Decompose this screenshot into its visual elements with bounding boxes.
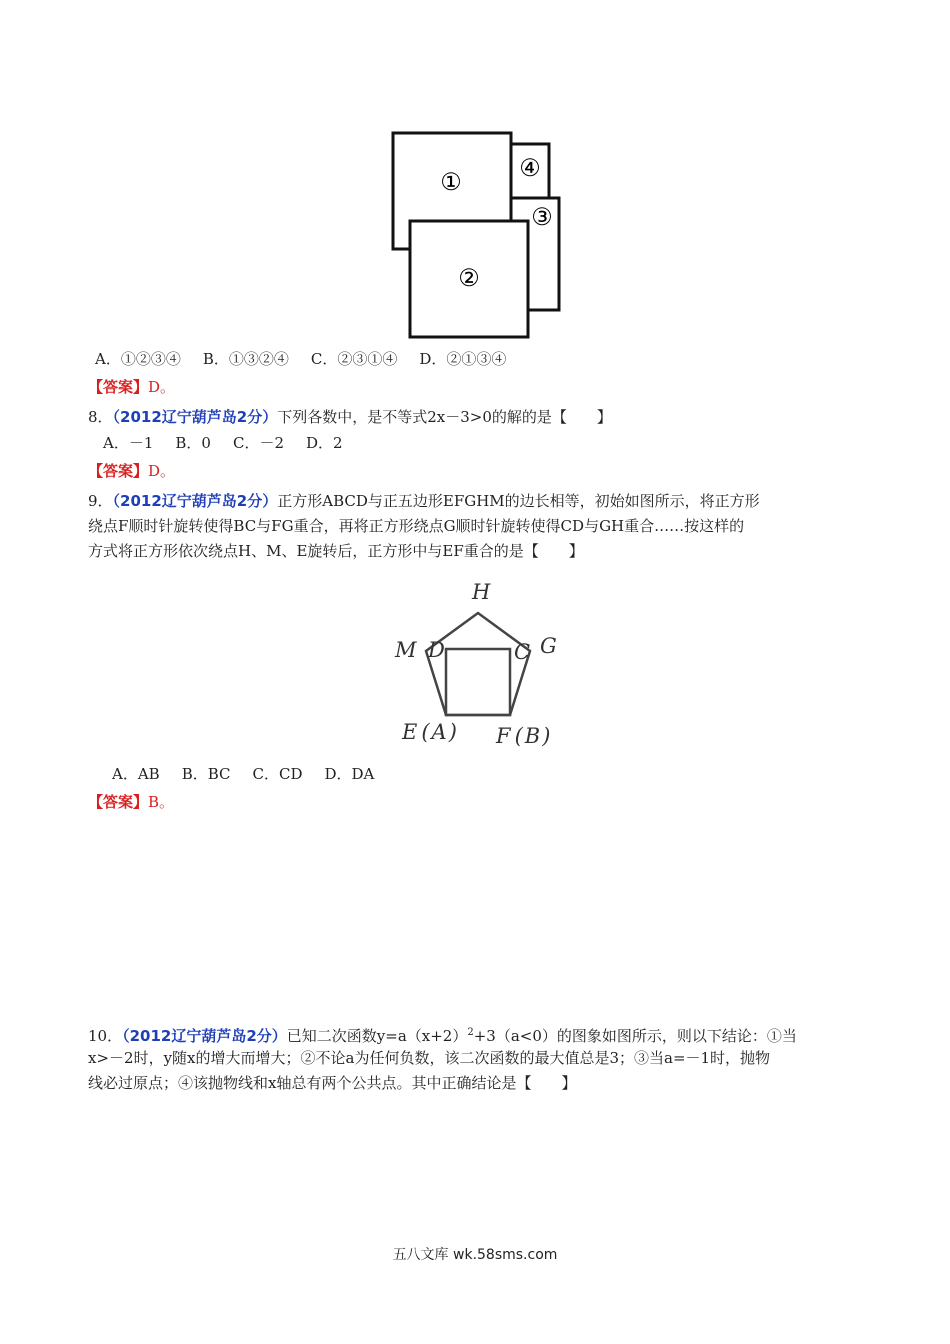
q9-text-1: 正方形ABCD与正五边形EFGHM的边长相等，初始如图所示，将正方形: [277, 492, 760, 510]
q9-option-b: B．BC: [181, 765, 231, 783]
q9-stem-line3: 方式将正方形依次绕点H、M、E旋转后，正方形中与EF重合的是【 】: [88, 542, 584, 560]
q7-option-c: C．②③①④: [310, 350, 398, 368]
q8-option-d: D．2: [306, 434, 343, 452]
vertex-m: M: [395, 638, 417, 662]
pentagon-efghm: [426, 613, 530, 715]
page-footer: 五八文库 wk.58sms.com: [392, 1247, 558, 1263]
vertex-g: G: [540, 634, 557, 658]
vertex-f: F (B): [496, 724, 551, 748]
q10-stem-line2: x>－2时，y随x的增大而增大；②不论a为任何负数，该二次函数的最大值总是3；③当a=－1时，抛物: [88, 1049, 771, 1067]
q8-stem: [88, 406, 612, 428]
q10-stem-line1: [88, 1022, 797, 1047]
label-3: ③: [531, 203, 553, 231]
vertex-h: H: [472, 580, 491, 604]
q9-option-d: D．DA: [324, 765, 375, 783]
label-1: ①: [440, 168, 462, 196]
q9-options: [112, 763, 396, 785]
label-4: ④: [519, 154, 541, 182]
q9-option-a: A．AB: [112, 765, 160, 783]
q8-answer-value: D。: [148, 462, 176, 480]
q10-stem-line3: 线必过原点；④该抛物线和x轴总有两个公共点。其中正确结论是【 】: [88, 1074, 577, 1092]
q8-answer: [88, 460, 175, 482]
q8-text: 下列各数中，是不等式2x－3>0的解的是【 】: [277, 408, 612, 426]
vertex-e: E (A): [402, 720, 457, 744]
q8-source: （2012辽宁葫芦岛2分）: [112, 408, 278, 426]
q9-number: 9．: [88, 492, 113, 510]
q10-text-1b: +3（a<0）的图象如图所示，则以下结论：①当: [473, 1027, 797, 1045]
q7-answer: [88, 376, 175, 398]
q9-stem-line2: 绕点F顺时针旋转使得BC与FG重合，再将正方形绕点G顺时针旋转使得CD与GH重合……按这样的: [88, 517, 745, 535]
q7-option-b: B．①③②④: [202, 350, 289, 368]
q9-stem-line1: [88, 490, 760, 512]
q8-option-a: A．－1: [103, 434, 154, 452]
q9-answer-label: 【答案】: [88, 793, 149, 811]
q7-answer-label: 【答案】: [88, 378, 149, 396]
q9-answer-value: B。: [148, 793, 175, 811]
q8-number: 8．: [88, 408, 113, 426]
q7-option-d: D．②①③④: [419, 350, 507, 368]
q8-option-b: B．0: [175, 434, 211, 452]
vertex-d: D: [428, 638, 445, 662]
q7-options: [95, 348, 528, 370]
label-2: ②: [458, 264, 480, 292]
q7-figure: [385, 128, 570, 343]
q9-figure: [390, 575, 570, 755]
vertex-c: C: [514, 640, 531, 664]
square-abcd: [446, 649, 510, 715]
q9-option-c: C．CD: [252, 765, 303, 783]
q10-number: 10．: [88, 1027, 123, 1045]
q8-answer-label: 【答案】: [88, 462, 149, 480]
q10-text-1a: 已知二次函数y=a（x+2）: [286, 1027, 468, 1045]
q9-answer: [88, 791, 174, 813]
q7-option-a: A．①②③④: [95, 350, 181, 368]
q10-exponent: 2: [467, 1027, 474, 1038]
q7-answer-value: D。: [148, 378, 176, 396]
q8-options: [103, 432, 365, 454]
q9-source: （2012辽宁葫芦岛2分）: [112, 492, 278, 510]
q8-option-c: C．－2: [232, 434, 284, 452]
q10-source: （2012辽宁葫芦岛2分）: [122, 1027, 287, 1045]
